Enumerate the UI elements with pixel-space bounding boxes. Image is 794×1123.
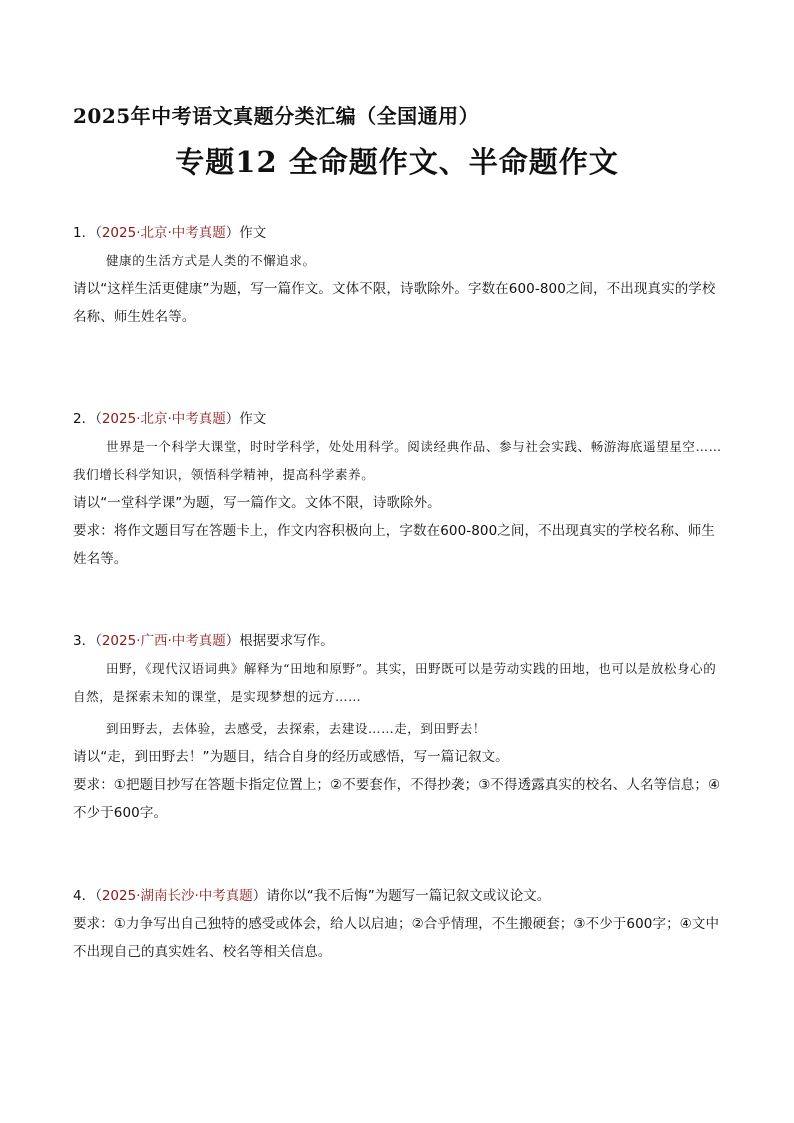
source-tag: 2025·广西·中考真题 [101, 633, 226, 649]
question-1 [73, 223, 728, 331]
question-number: 1． [73, 225, 96, 241]
close-paren: ） [225, 633, 240, 649]
document-title: 2025年中考语文真题分类汇编（全国通用） [73, 104, 480, 128]
question-header [73, 886, 728, 906]
prompt-instruction: 请以“一堂科学课”为题，写一篇作文。文体不限，诗歌除外。 [73, 495, 441, 511]
open-paren: （ [95, 633, 102, 649]
prompt-requirements: 要求：将作文题目写在答题卡上，作文内容积极向上，字数在600-800之间，不出现真实的学校名称、师生姓名等。 [73, 523, 715, 567]
question-title: 作文 [239, 225, 267, 241]
close-paren: ） [225, 411, 240, 427]
source-tag: 2025·湖南长沙·中考真题 [101, 888, 253, 904]
question-title: 作文 [239, 411, 267, 427]
question-2 [73, 409, 728, 573]
open-paren: （ [95, 888, 102, 904]
prompt-quote: 田野，《现代汉语词典》解释为“田地和原野”。其实，田野既可以是劳动实践的田地，也可以是放松身心的自然，是探索未知的课堂，是实现梦想的远方…… [73, 661, 717, 704]
prompt-requirements: 要求：①把题目抄写在答题卡指定位置上；②不要套作，不得抄袭；③不得透露真实的校名、人名等信息；④不少于600字。 [73, 777, 721, 821]
open-paren: （ [95, 411, 102, 427]
question-title: 请你以“我不后悔”为题写一篇记叙文或议论文。 [266, 888, 551, 904]
prompt-instruction: 请以“走，到田野去！”为题目，结合自身的经历或感悟，写一篇记叙文。 [73, 749, 509, 765]
prompt-quote: 到田野去，去体验，去感受，去探索，去建设……走，到田野去！ [106, 721, 486, 736]
question-header [73, 409, 728, 429]
close-paren: ） [252, 888, 267, 904]
question-4 [73, 886, 728, 966]
source-tag: 2025·北京·中考真题 [101, 411, 226, 427]
question-number: 4． [73, 888, 96, 904]
close-paren: ） [225, 225, 240, 241]
prompt-quote: 世界是一个科学大课堂，时时学科学，处处用科学。阅读经典作品、参与社会实践、畅游海底遥望星空……我们增长科学知识，领悟科学精神，提高科学素养。 [73, 439, 722, 482]
prompt-quote: 健康的生活方式是人类的不懈追求。 [106, 253, 316, 268]
open-paren: （ [95, 225, 102, 241]
prompt-instruction: 请以“这样生活更健康”为题，写一篇作文。文体不限，诗歌除外。字数在600-800之间，不出现真实的学校名称、师生姓名等。 [73, 281, 716, 325]
question-header [73, 223, 728, 243]
question-header [73, 631, 728, 651]
question-title: 根据要求写作。 [239, 633, 334, 649]
topic-title: 专题12 全命题作文、半命题作文 [175, 145, 619, 179]
source-tag: 2025·北京·中考真题 [101, 225, 226, 241]
question-number: 3． [73, 633, 96, 649]
prompt-requirements: 要求：①力争写出自己独特的感受或体会，给人以启迪；②合乎情理，不生搬硬套；③不少于600字；④文中不出现自己的真实姓名、校名等相关信息。 [73, 916, 720, 960]
question-number: 2． [73, 411, 96, 427]
question-3 [73, 631, 728, 827]
